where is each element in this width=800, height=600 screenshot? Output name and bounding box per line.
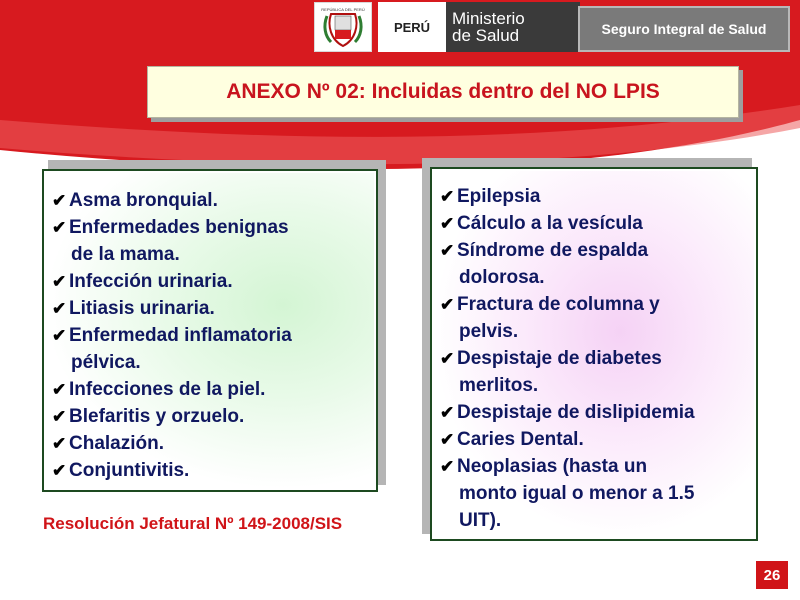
list-item-text: Litiasis urinaria. <box>69 298 215 319</box>
list-item-text: Chalazión. <box>69 433 165 454</box>
list-item <box>52 376 372 403</box>
check-icon: ✔ <box>440 295 455 314</box>
country-label: PERÚ <box>378 2 446 52</box>
list-item-text-cont: pélvica. <box>71 352 141 373</box>
right-panel <box>430 167 758 541</box>
list-item-text: Despistaje de dislipidemia <box>457 402 695 423</box>
list-item-text: Epilepsia <box>457 186 541 207</box>
svg-text:REPÚBLICA DEL PERÚ: REPÚBLICA DEL PERÚ <box>321 7 365 12</box>
list-item <box>52 403 372 430</box>
list-item <box>52 295 372 322</box>
list-item <box>440 291 756 345</box>
list-item-text-cont: pelvis. <box>459 321 519 342</box>
resolution-reference: Resolución Jefatural Nº 149-2008/SIS <box>43 514 343 533</box>
check-icon: ✔ <box>440 187 455 206</box>
list-item-text-cont: de la mama. <box>71 244 180 265</box>
check-icon: ✔ <box>52 461 67 480</box>
list-item <box>440 426 756 453</box>
coat-of-arms-icon <box>317 4 369 50</box>
check-icon: ✔ <box>52 272 67 291</box>
check-icon: ✔ <box>440 349 455 368</box>
list-item-text-cont: dolorosa. <box>459 267 545 288</box>
list-item-text: Asma bronquial. <box>69 190 218 211</box>
check-icon: ✔ <box>52 191 67 210</box>
header-logos <box>314 2 580 52</box>
list-item <box>440 453 756 534</box>
list-item <box>440 237 756 291</box>
ministry-line2: de Salud <box>452 26 520 45</box>
list-item-text-cont: UIT). <box>459 510 502 531</box>
list-item-text: Blefaritis y orzuelo. <box>69 406 245 427</box>
list-item-text: Caries Dental. <box>457 429 584 450</box>
list-item <box>52 457 372 484</box>
list-item <box>52 214 372 268</box>
check-icon: ✔ <box>52 326 67 345</box>
list-item-text: Infecciones de la piel. <box>69 379 266 400</box>
list-item <box>52 187 372 214</box>
check-icon: ✔ <box>440 430 455 449</box>
list-item-text-cont: monto igual o menor a 1.5 <box>459 483 695 504</box>
check-icon: ✔ <box>440 403 455 422</box>
check-icon: ✔ <box>440 241 455 260</box>
list-item <box>52 430 372 457</box>
check-icon: ✔ <box>440 214 455 233</box>
check-icon: ✔ <box>440 457 455 476</box>
list-item-text: Cálculo a la vesícula <box>457 213 643 234</box>
list-item-text: Fractura de columna y <box>457 294 660 315</box>
left-condition-list <box>52 187 372 484</box>
right-condition-list <box>440 183 756 534</box>
agency-badge: Seguro Integral de Salud <box>578 6 790 52</box>
slide-title: ANEXO Nº 02: Incluidas dentro del NO LPIS <box>147 66 739 118</box>
check-icon: ✔ <box>52 299 67 318</box>
list-item-text: Enfermedad inflamatoria <box>69 325 292 346</box>
ministry-line1: Ministerio <box>452 9 525 28</box>
check-icon: ✔ <box>52 380 67 399</box>
list-item-text: Enfermedades benignas <box>69 217 289 238</box>
list-item <box>52 268 372 295</box>
list-item <box>440 399 756 426</box>
list-item-text-cont: merlitos. <box>459 375 539 396</box>
list-item-text: Despistaje de diabetes <box>457 348 662 369</box>
page-number-badge: 26 <box>756 561 788 589</box>
check-icon: ✔ <box>52 218 67 237</box>
ministry-logo <box>446 2 580 52</box>
check-icon: ✔ <box>52 434 67 453</box>
check-icon: ✔ <box>52 407 67 426</box>
list-item-text: Conjuntivitis. <box>69 460 190 481</box>
list-item <box>440 183 756 210</box>
left-panel <box>42 169 378 492</box>
list-item-text: Síndrome de espalda <box>457 240 649 261</box>
coat-of-arms-logo <box>314 2 372 52</box>
list-item <box>440 345 756 399</box>
list-item <box>440 210 756 237</box>
list-item-text: Neoplasias (hasta un <box>457 456 648 477</box>
list-item <box>52 322 372 376</box>
list-item-text: Infección urinaria. <box>69 271 233 292</box>
